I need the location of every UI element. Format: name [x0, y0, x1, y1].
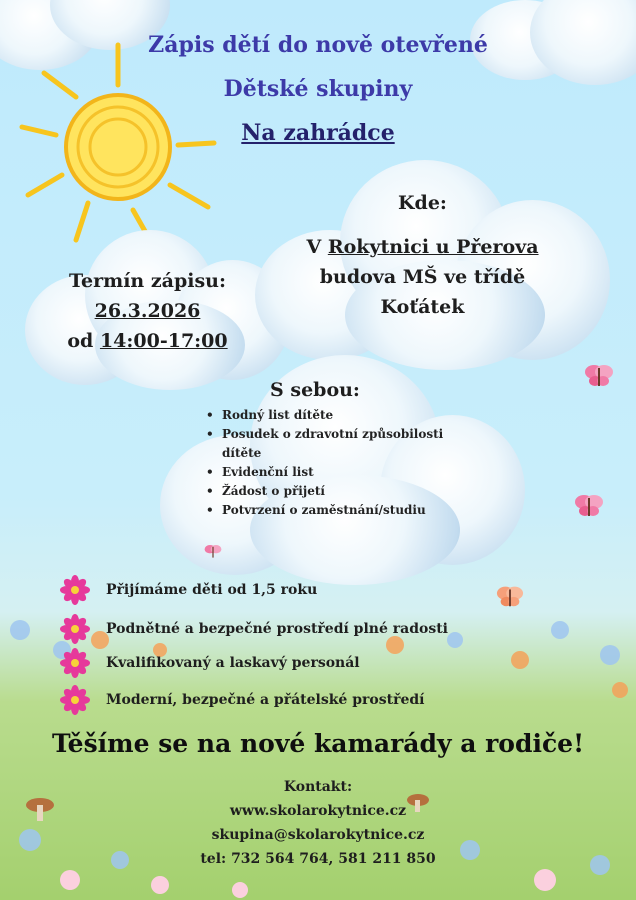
bring-list	[206, 406, 472, 520]
term-time: 14:00-17:00	[99, 330, 228, 352]
flower-icon	[60, 575, 90, 605]
contact-web[interactable]: www.skolarokytnice.cz	[229, 803, 407, 819]
term-label: Termín zápisu:	[69, 270, 226, 292]
place-line-3: Koťátek	[380, 296, 465, 318]
term-block	[45, 266, 250, 356]
slogan: Těšíme se na nové kamarády a rodiče!	[51, 729, 585, 758]
place-block	[290, 188, 555, 322]
feature-text: Podnětné a bezpečné prostředí plné radosti	[106, 621, 448, 637]
place-line-2: budova MŠ ve třídě	[319, 266, 526, 288]
feature-text: Moderní, bezpečné a přátelské prostředí	[106, 692, 425, 708]
list-item: • Žádost o přijetí	[206, 482, 472, 501]
place-link[interactable]: Rokytnici u Přerova	[327, 236, 539, 258]
list-item: • Potvrzení o zaměstnání/studiu	[206, 501, 472, 520]
list-item: • Posudek o zdravotní způsobilosti dítěte	[206, 425, 472, 463]
butterfly-icon	[584, 360, 614, 390]
place-label: Kde:	[398, 192, 447, 214]
feature-item	[60, 648, 360, 678]
contact-phone: tel: 732 564 764, 581 211 850	[200, 851, 436, 867]
feature-item	[60, 614, 448, 644]
title-line-3: Na zahrádce	[241, 120, 395, 146]
title-line-2: Dětské skupiny	[223, 76, 413, 102]
title-line-1: Zápis dětí do nově otevřené	[148, 32, 488, 58]
place-line-1	[290, 232, 555, 262]
list-item: • Rodný list dítěte	[206, 406, 472, 425]
butterfly-icon	[204, 542, 222, 560]
feature-text: Přijímáme děti od 1,5 roku	[106, 582, 318, 598]
contact-label: Kontakt:	[283, 779, 353, 795]
term-date: 26.3.2026	[94, 300, 201, 322]
term-time-line	[45, 326, 250, 356]
flower-icon	[60, 614, 90, 644]
feature-text: Kvalifikovaný a laskavý personál	[106, 655, 360, 671]
list-item: • Evidenční list	[206, 463, 472, 482]
term-time-prefix: od	[67, 330, 100, 352]
feature-item	[60, 575, 317, 605]
flower-icon	[60, 648, 90, 678]
place-prefix: V	[306, 236, 328, 258]
contact-email[interactable]: skupina@skolarokytnice.cz	[211, 827, 425, 843]
butterfly-icon	[496, 582, 524, 610]
bring-title: S sebou:	[270, 379, 360, 401]
butterfly-icon	[574, 490, 604, 520]
feature-item	[60, 685, 424, 715]
flower-icon	[60, 685, 90, 715]
